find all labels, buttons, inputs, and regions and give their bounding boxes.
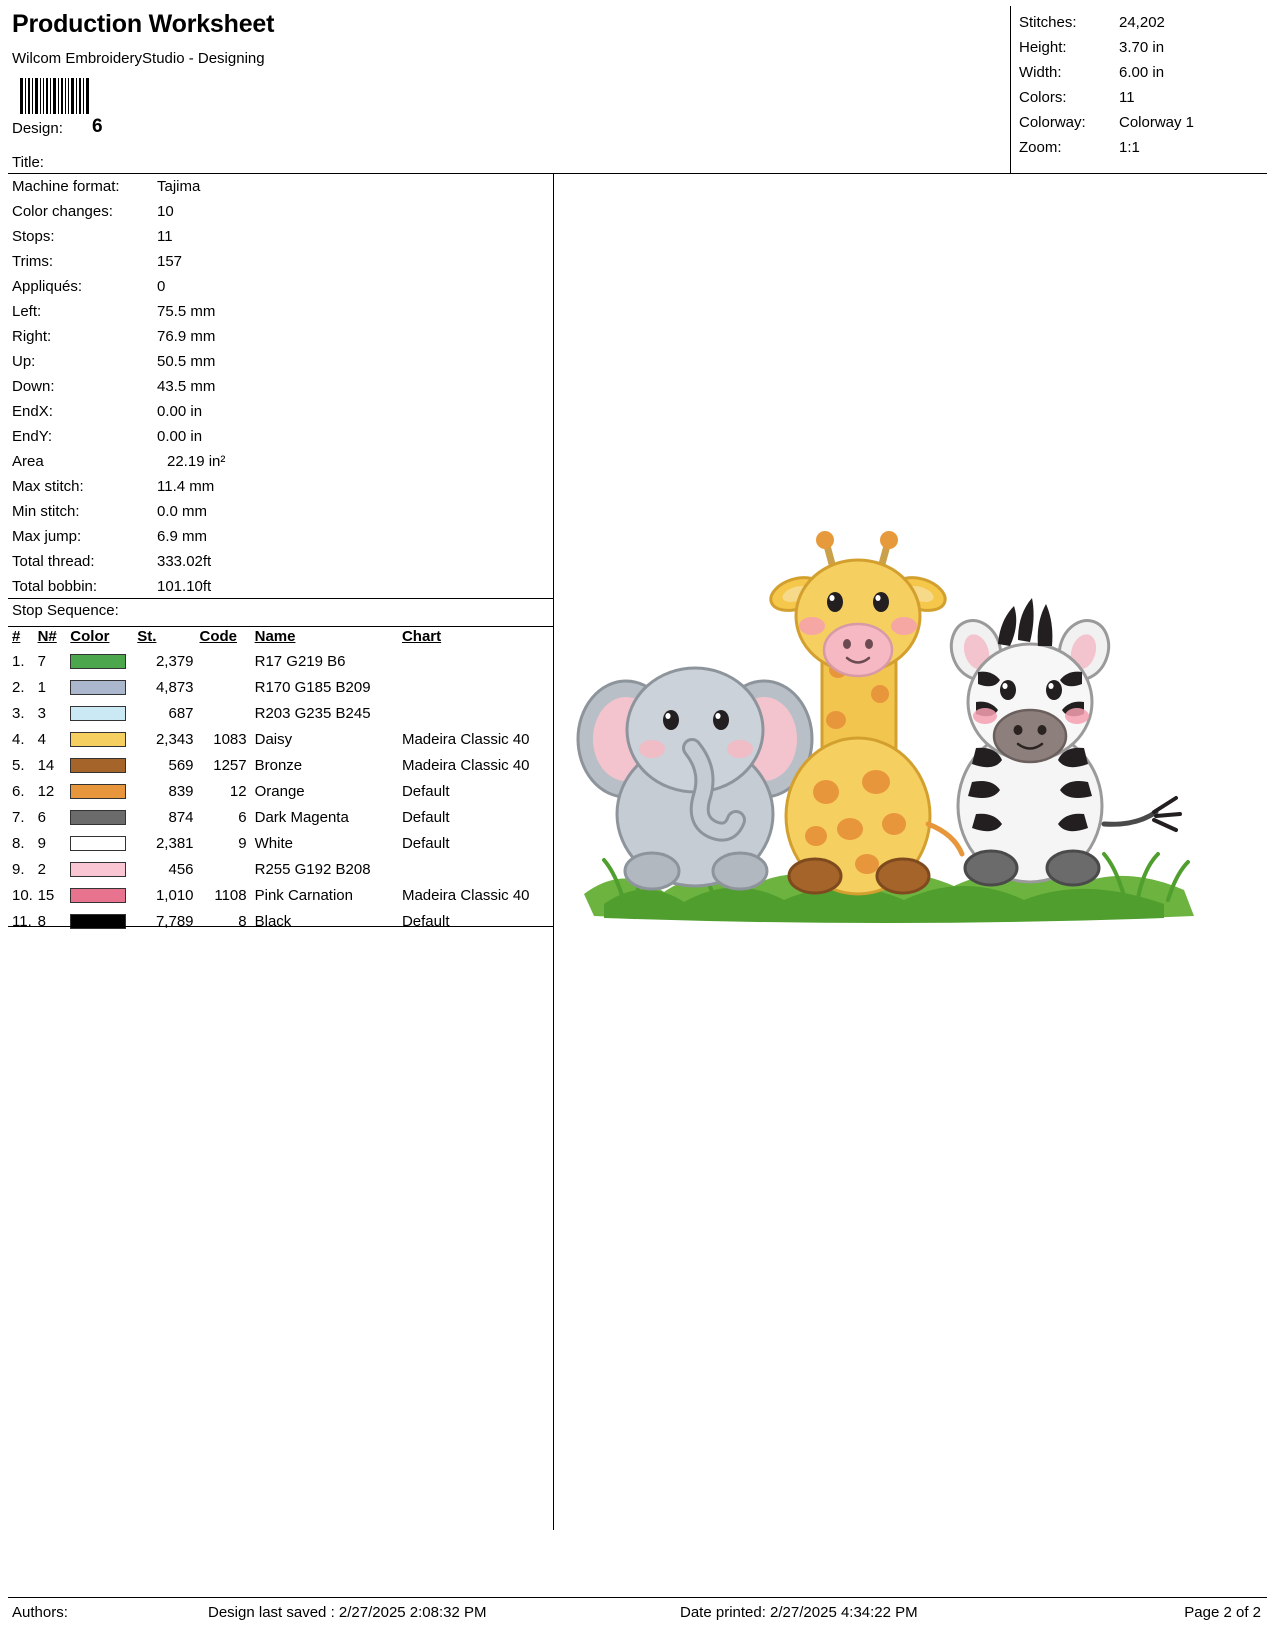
thread-chart: Madeira Classic 40 [401,886,530,904]
color-swatch-cell [70,856,137,882]
property-value: 76.9 mm [157,328,216,345]
divider [8,626,553,627]
property-key: Max jump: [12,528,82,545]
property-value: 75.5 mm [157,303,216,320]
thread-chart [402,856,553,882]
thread-code [200,700,255,726]
column-header-needle: N# [37,628,57,645]
stitch-count: 456 [168,860,194,878]
thread-chart: Default [401,808,450,826]
left-info-column [8,174,554,1530]
thread-code [200,674,255,700]
stitch-count: 2,379 [155,652,194,670]
worksheet-footer [8,1604,1267,1630]
property-key: Max stitch: [12,478,84,495]
column-header-code: Code [199,628,238,645]
needle-number: 6 [37,808,46,826]
column-header-stitches: St. [137,628,157,645]
needle-number: 3 [37,704,46,722]
property-value: 22.19 in² [167,453,226,470]
property-max-stitch [12,478,548,503]
table-row [12,908,553,934]
property-key: Trims: [12,253,54,270]
thread-name: R255 G192 B208 [254,860,371,878]
summary-value: 1:1 [1119,139,1140,156]
property-key: Stops: [12,228,55,245]
barcode-icon [20,78,90,114]
divider [8,926,553,927]
property-value: 0.0 mm [157,503,208,520]
stitch-count: 569 [168,756,194,774]
summary-row-stitches [1019,14,1267,34]
stitch-count: 4,873 [155,678,194,696]
property-down [12,378,548,403]
property-key: EndY: [12,428,53,445]
color-swatch-cell [70,778,137,804]
thread-name: Dark Magenta [254,808,349,826]
color-swatch-cell [70,830,137,856]
property-stops [12,228,548,253]
property-value: Tajima [157,178,201,195]
table-row [12,804,553,830]
page-title: Production Worksheet [12,10,275,38]
property-key: Right: [12,328,52,345]
thread-name: R203 G235 B245 [254,704,371,722]
property-appliques [12,278,548,303]
table-row [12,726,553,752]
column-header-chart: Chart [401,628,442,645]
table-row [12,830,553,856]
design-label: Design: [12,120,63,137]
thread-name: Daisy [254,730,293,748]
property-value: 0.00 in [157,428,203,445]
summary-row-colors [1019,89,1267,109]
table-row [12,882,553,908]
thread-chart: Default [401,782,450,800]
summary-key: Width: [1019,64,1062,81]
needle-number: 15 [37,886,55,904]
needle-number: 7 [37,652,46,670]
footer-design-last-saved: Design last saved : 2/27/2025 2:08:32 PM [208,1604,487,1621]
divider [8,598,553,599]
color-swatch-cell [70,752,137,778]
stop-index: 5. [12,756,25,774]
thread-code: 9 [238,834,247,852]
property-value: 50.5 mm [157,353,216,370]
thread-code: 1083 [213,730,247,748]
footer-page-number: Page 2 of 2 [1184,1604,1261,1621]
design-properties-list [12,178,548,603]
table-row [12,778,553,804]
property-value: 101.10ft [157,578,212,595]
property-value: 11.4 mm [157,478,215,495]
thread-chart [402,700,553,726]
stop-index: 7. [12,808,25,826]
thread-name: Bronze [254,756,303,774]
stop-index: 9. [12,860,25,878]
summary-value: 11 [1119,89,1135,106]
color-swatch [70,758,126,773]
summary-key: Colors: [1019,89,1067,106]
stitch-count: 2,381 [155,834,194,852]
property-key: Appliqués: [12,278,83,295]
color-swatch-cell [70,882,137,908]
needle-number: 14 [37,756,55,774]
property-value: 0.00 in [157,403,203,420]
stop-index: 10. [12,886,33,904]
property-value: 333.02ft [157,553,212,570]
stop-sequence-table [12,628,553,934]
color-swatch [70,654,126,669]
footer-date-printed: Date printed: 2/27/2025 4:34:22 PM [680,1604,918,1621]
stop-index: 1. [12,652,25,670]
thread-code [200,856,255,882]
property-value: 157 [157,253,183,270]
thread-code: 1108 [214,886,247,904]
thread-chart: Madeira Classic 40 [401,730,530,748]
thread-name: R17 G219 B6 [254,652,346,670]
property-up [12,353,548,378]
color-swatch-cell [70,804,137,830]
property-trims [12,253,548,278]
color-swatch-cell [70,648,137,674]
thread-chart: Default [401,912,450,930]
color-swatch [70,706,126,721]
table-row [12,752,553,778]
thread-name: R170 G185 B209 [254,678,371,696]
stitch-count: 2,343 [155,730,194,748]
thread-name: Orange [254,782,305,800]
color-swatch [70,810,126,825]
summary-row-colorway [1019,114,1267,134]
property-key: Up: [12,353,36,370]
worksheet-header [8,6,1267,174]
stitch-count: 839 [168,782,194,800]
summary-key: Zoom: [1019,139,1062,156]
table-header-row [12,628,553,648]
column-header-index: # [12,628,21,645]
property-key: Total bobbin: [12,578,98,595]
color-swatch-cell [70,674,137,700]
needle-number: 1 [37,678,46,696]
property-right [12,328,548,353]
property-key: Down: [12,378,55,395]
thread-chart [402,648,553,674]
thread-chart: Default [401,834,450,852]
thread-code: 1257 [213,756,247,774]
property-endx [12,403,548,428]
property-machine-format [12,178,548,203]
thread-code [200,648,255,674]
summary-row-width [1019,64,1267,84]
design-preview-area [554,174,1267,1530]
stop-index: 2. [12,678,25,696]
property-key: Color changes: [12,203,113,220]
needle-number: 2 [37,860,46,878]
summary-value: Colorway 1 [1119,114,1195,131]
property-color-changes [12,203,548,228]
thread-chart: Madeira Classic 40 [401,756,530,774]
needle-number: 9 [37,834,46,852]
needle-number: 8 [37,912,46,930]
color-swatch [70,862,126,877]
footer-divider [8,1597,1267,1598]
stop-index: 6. [12,782,25,800]
thread-name: Black [254,912,292,930]
thread-name: White [254,834,293,852]
title-label: Title: [12,154,44,171]
property-value: 6.9 mm [157,528,208,545]
thread-code: 6 [238,808,247,826]
summary-value: 24,202 [1119,14,1165,31]
column-header-color: Color [70,628,110,645]
table-row [12,856,553,882]
stitch-count: 7,789 [155,912,194,930]
stitch-count: 687 [168,704,194,722]
color-swatch [70,888,126,903]
summary-row-height [1019,39,1267,59]
property-key: Area [12,453,44,470]
property-value: 11 [157,228,173,245]
table-row [12,700,553,726]
stop-index: 8. [12,834,25,852]
stitch-count: 1,010 [155,886,194,904]
summary-value: 6.00 in [1119,64,1165,81]
stitch-count: 874 [168,808,194,826]
column-header-name: Name [254,628,296,645]
property-key: Min stitch: [12,503,80,520]
color-swatch-cell [70,908,137,934]
thread-chart [402,674,553,700]
property-key: Machine format: [12,178,120,195]
property-key: EndX: [12,403,53,420]
property-key: Left: [12,303,42,320]
stop-index: 4. [12,730,25,748]
property-total-bobbin [12,578,548,603]
property-value: 10 [157,203,174,220]
needle-number: 4 [37,730,46,748]
summary-value: 3.70 in [1119,39,1165,56]
color-swatch [70,784,126,799]
table-row [12,648,553,674]
needle-number: 12 [37,782,55,800]
footer-authors: Authors: [12,1604,68,1621]
property-area [12,453,548,478]
color-swatch [70,836,126,851]
summary-key: Stitches: [1019,14,1077,31]
thread-code: 8 [238,912,247,930]
color-swatch [70,680,126,695]
property-total-thread [12,553,548,578]
embroidery-design-preview [564,524,1224,944]
application-subtitle: Wilcom EmbroideryStudio - Designing [12,50,265,67]
color-swatch [70,732,126,747]
property-value: 43.5 mm [157,378,216,395]
stop-index: 3. [12,704,25,722]
color-swatch-cell [70,726,137,752]
design-summary-panel [1010,6,1267,173]
summary-row-zoom [1019,139,1267,159]
summary-key: Height: [1019,39,1067,56]
design-value: 6 [92,116,103,137]
table-row [12,674,553,700]
property-endy [12,428,548,453]
property-left [12,303,548,328]
stop-sequence-label: Stop Sequence: [12,602,119,619]
property-max-jump [12,528,548,553]
color-swatch-cell [70,700,137,726]
thread-name: Pink Carnation [254,886,353,904]
stop-index: 11. [12,912,32,930]
thread-code: 12 [229,782,247,800]
property-key: Total thread: [12,553,95,570]
summary-key: Colorway: [1019,114,1086,131]
property-min-stitch [12,503,548,528]
property-value: 0 [157,278,166,295]
